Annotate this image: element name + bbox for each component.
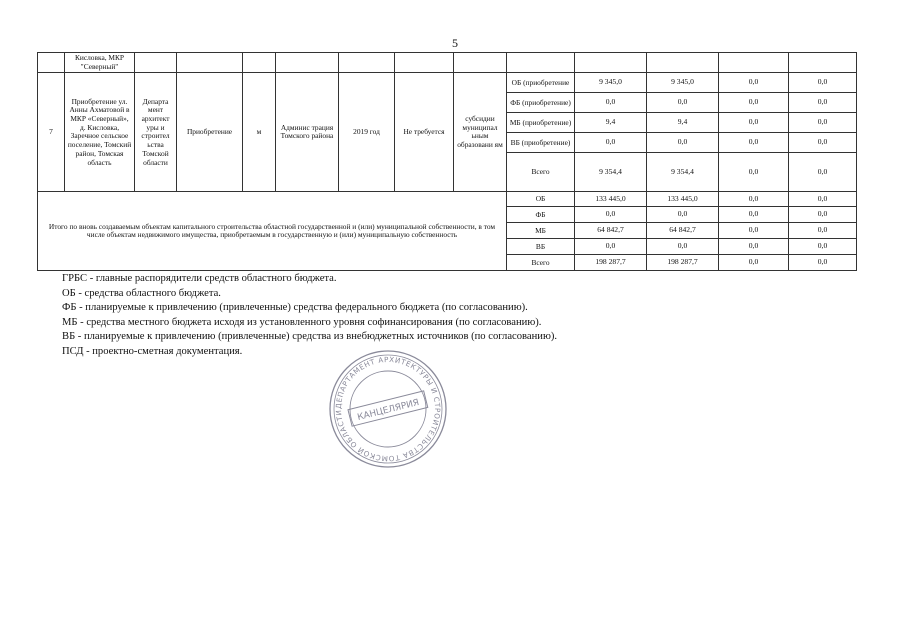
investment-table — [37, 52, 857, 271]
finance-value: 0,0 — [575, 207, 647, 223]
finance-source: МБ (приобретение) — [507, 113, 575, 133]
finance-value: 0,0 — [647, 239, 719, 255]
finance-value: 0,0 — [719, 223, 789, 239]
total-label: Итого по вновь создаваемым объектам капитального строительства областной государственной и (или) муниципальной собственности, в том числе объектам недвижимого имущества, приобретаемым в государственную и (или) муниципальную собственность — [38, 192, 507, 271]
finance-value: 0,0 — [789, 223, 857, 239]
finance-value: 133 445,0 — [647, 192, 719, 207]
note-line: ГРБС - главные распорядители средств областного бюджета. — [62, 273, 337, 284]
finance-value: 64 842,7 — [575, 223, 647, 239]
finance-value: 0,0 — [789, 207, 857, 223]
finance-value: 0,0 — [575, 239, 647, 255]
customer-cell: Админис трация Томского района — [276, 73, 339, 192]
finance-value: 0,0 — [575, 133, 647, 153]
finance-value: 9,4 — [575, 113, 647, 133]
cell-empty — [339, 53, 395, 73]
note-line: ФБ - планируемые к привлечению (привлеченные) средства федерального бюджета (по согласованию). — [62, 302, 528, 314]
cell-empty — [789, 53, 857, 73]
table-row — [38, 73, 857, 93]
finance-source: Всего — [507, 255, 575, 271]
year-cell: 2019 год — [339, 73, 395, 192]
finance-value: 0,0 — [719, 153, 789, 192]
row-number: 7 — [38, 73, 65, 192]
finance-value: 0,0 — [789, 93, 857, 113]
finance-value: 0,0 — [789, 133, 857, 153]
finance-value: 198 287,7 — [575, 255, 647, 271]
cell-empty — [647, 53, 719, 73]
finance-value: 64 842,7 — [647, 223, 719, 239]
object-name-prev: Кисловка, МКР "Северный" — [65, 53, 135, 73]
unit-cell: м — [243, 73, 276, 192]
finance-source: ОБ — [507, 192, 575, 207]
finance-value: 0,0 — [647, 93, 719, 113]
finance-value: 0,0 — [719, 207, 789, 223]
finance-value: 9 354,4 — [647, 153, 719, 192]
kind-cell: Приобретение — [177, 73, 243, 192]
table-row — [38, 53, 857, 73]
finance-source: ФБ (приобретение) — [507, 93, 575, 113]
finance-value: 0,0 — [719, 133, 789, 153]
stamp-center-group — [348, 391, 428, 426]
grbs-cell: Департа мент архитект уры и строител ьства Томской области — [135, 73, 177, 192]
cell-empty — [276, 53, 339, 73]
stamp-center-text: КАНЦЕЛЯРИЯ — [356, 397, 421, 423]
finance-value: 0,0 — [647, 133, 719, 153]
cell-empty — [395, 53, 454, 73]
note-line: ВБ - планируемые к привлечению (привлеченные) средства из внебюджетных источников (по согласованию). — [62, 331, 558, 343]
finance-value: 0,0 — [575, 93, 647, 113]
finance-value: 0,0 — [789, 255, 857, 271]
cell-empty — [38, 53, 65, 73]
finance-source: МБ — [507, 223, 575, 239]
psd-cell: Не требуется — [395, 73, 454, 192]
finance-value: 0,0 — [789, 153, 857, 192]
finance-value: 0,0 — [789, 239, 857, 255]
table-row — [38, 192, 857, 207]
finance-value: 0,0 — [789, 113, 857, 133]
cell-empty — [177, 53, 243, 73]
finance-source: ВБ (приобретение) — [507, 133, 575, 153]
stamp-ring-text: ДЕПАРТАМЕНТ АРХИТЕКТУРЫ И СТРОИТЕЛЬСТВА ТОМСКОЙ ОБЛАСТИ — [333, 354, 443, 464]
finance-value: 0,0 — [719, 239, 789, 255]
abbreviation-notes — [62, 272, 557, 360]
form-cell: субсидии муниципал ьным образовани ям — [454, 73, 507, 192]
finance-value: 0,0 — [719, 93, 789, 113]
note-line: ПСД - проектно-сметная документация. — [62, 346, 243, 358]
finance-value: 133 445,0 — [575, 192, 647, 207]
finance-value: 0,0 — [647, 207, 719, 223]
finance-value: 9,4 — [647, 113, 719, 133]
finance-value: 0,0 — [719, 73, 789, 93]
finance-value: 0,0 — [719, 113, 789, 133]
cell-empty — [719, 53, 789, 73]
object-name: Приобретение ул. Анны Ахматовой в МКР «Северный», д. Кисловка, Заречное сельское поселение, Томский район, Томская область — [65, 73, 135, 192]
finance-value: 0,0 — [789, 192, 857, 207]
finance-value: 0,0 — [719, 255, 789, 271]
finance-source: ОБ (приобретение — [507, 73, 575, 93]
office-stamp — [327, 348, 449, 470]
finance-value: 9 354,4 — [575, 153, 647, 192]
page-number: 5 — [452, 36, 458, 50]
finance-source: ФБ — [507, 207, 575, 223]
finance-source: Всего — [507, 153, 575, 192]
cell-empty — [507, 53, 575, 73]
finance-value: 9 345,0 — [575, 73, 647, 93]
finance-value: 9 345,0 — [647, 73, 719, 93]
finance-value: 0,0 — [719, 192, 789, 207]
note-line: ОБ - средства областного бюджета. — [62, 287, 221, 299]
cell-empty — [454, 53, 507, 73]
finance-value: 0,0 — [789, 73, 857, 93]
cell-empty — [135, 53, 177, 73]
finance-value: 198 287,7 — [647, 255, 719, 271]
note-line: МБ - средства местного бюджета исходя из установленного уровня софинансирования (по согласованию). — [62, 316, 542, 328]
cell-empty — [243, 53, 276, 73]
finance-source: ВБ — [507, 239, 575, 255]
cell-empty — [575, 53, 647, 73]
